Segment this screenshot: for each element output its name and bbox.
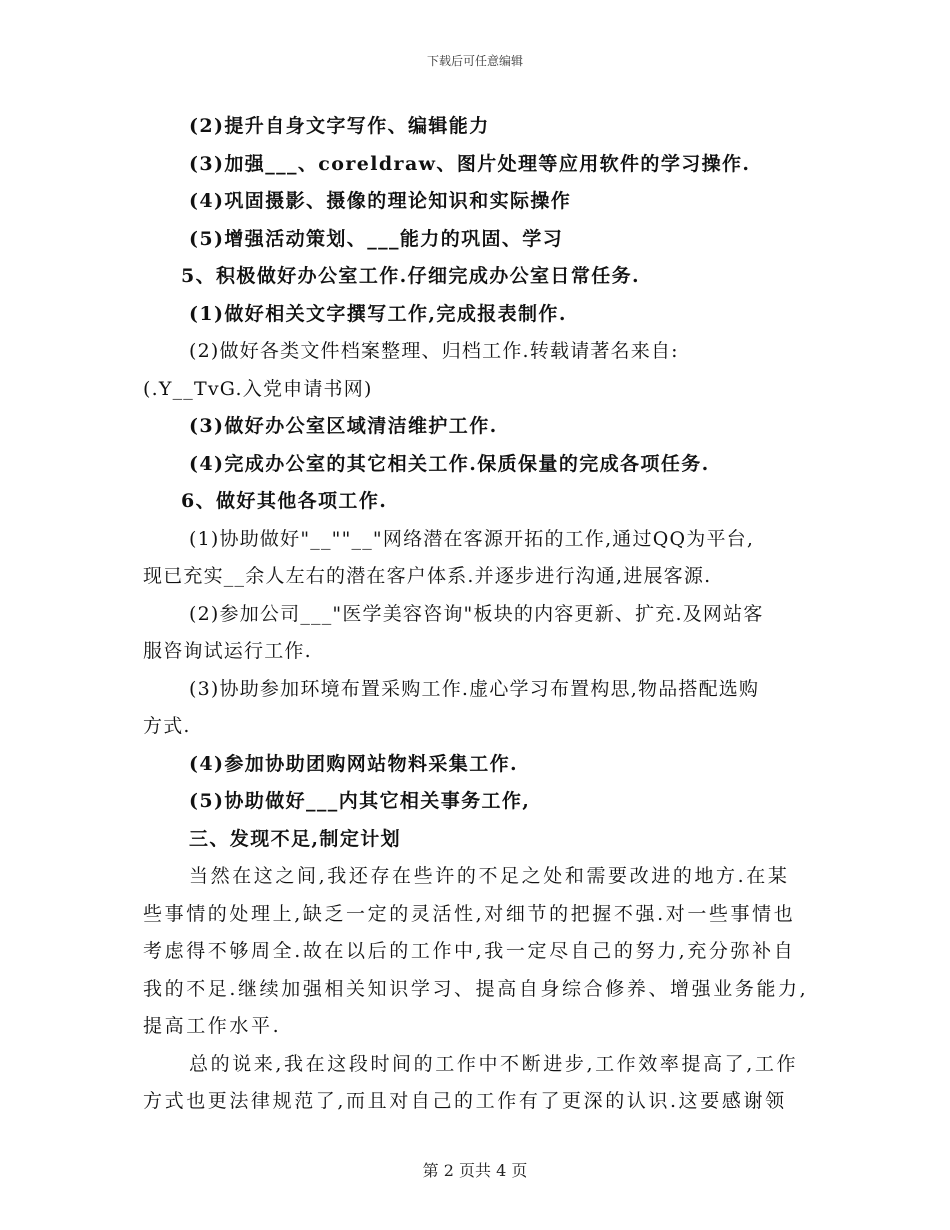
text-line: 方式也更法律规范了,而且对自己的工作有了更深的认识.这要感谢领 <box>143 1090 787 1112</box>
text-line: (3)做好办公室区域清洁维护工作. <box>189 415 498 437</box>
text-line: (4)巩固摄影、摄像的理论知识和实际操作 <box>189 190 572 212</box>
text-line: 我的不足.继续加强相关知识学习、提高自身综合修养、增强业务能力, <box>143 977 809 1000</box>
text-line: (2)参加公司___"医学美容咨询"板块的内容更新、扩充.及网站客 <box>189 602 764 625</box>
text-line: (2)做好各类文件档案整理、归档工作.转载请著名来自: <box>189 340 679 362</box>
text-line: 些事情的处理上,缺乏一定的灵活性,对细节的把握不强.对一些事情也 <box>143 902 796 925</box>
text-line: (3)协助参加环境布置采购工作.虚心学习布置构思,物品搭配选购 <box>189 677 760 700</box>
text-line: (5)协助做好___内其它相关事务工作, <box>189 790 531 812</box>
text-line: (1)协助做好"__""__"网络潜在客源开拓的工作,通过QQ为平台, <box>189 527 755 550</box>
text-line: 服咨询试运行工作. <box>143 640 312 662</box>
text-line: 考虑得不够周全.故在以后的工作中,我一定尽自己的努力,充分弥补自 <box>143 940 796 962</box>
text-line: 5、积极做好办公室工作.仔细完成办公室日常任务. <box>181 265 641 287</box>
text-line: (3)加强___、coreldraw、图片处理等应用软件的学习操作. <box>189 152 751 175</box>
page-header: 下载后可任意编辑 <box>426 54 523 68</box>
text-line: 6、做好其他各项工作. <box>181 490 388 512</box>
document-body <box>143 108 815 1121</box>
text-line: 当然在这之间,我还存在些许的不足之处和需要改进的地方.在某 <box>189 865 790 887</box>
text-line: 总的说来,我在这段时间的工作中不断进步,工作效率提高了,工作 <box>189 1052 799 1075</box>
text-line: 三、发现不足,制定计划 <box>189 827 402 850</box>
text-line: (1)做好相关文字撰写工作,完成报表制作. <box>189 302 567 325</box>
text-line: (2)提升自身文字写作、编辑能力 <box>189 115 490 137</box>
page-footer: 第 2 页共 4 页 <box>422 1161 528 1180</box>
text-line: (5)增强活动策划、___能力的巩固、学习 <box>189 227 564 250</box>
text-line: (4)完成办公室的其它相关工作.保质保量的完成各项任务. <box>189 452 710 475</box>
text-line: 现已充实__余人左右的潜在客户体系.并逐步进行沟通,进展客源. <box>143 565 712 587</box>
text-line: 提高工作水平. <box>143 1015 282 1037</box>
text-line: (4)参加协助团购网站物料采集工作. <box>189 752 519 775</box>
text-line: (.Y__TvG.入党申请书网) <box>143 377 373 400</box>
text-line: 方式. <box>143 715 191 737</box>
